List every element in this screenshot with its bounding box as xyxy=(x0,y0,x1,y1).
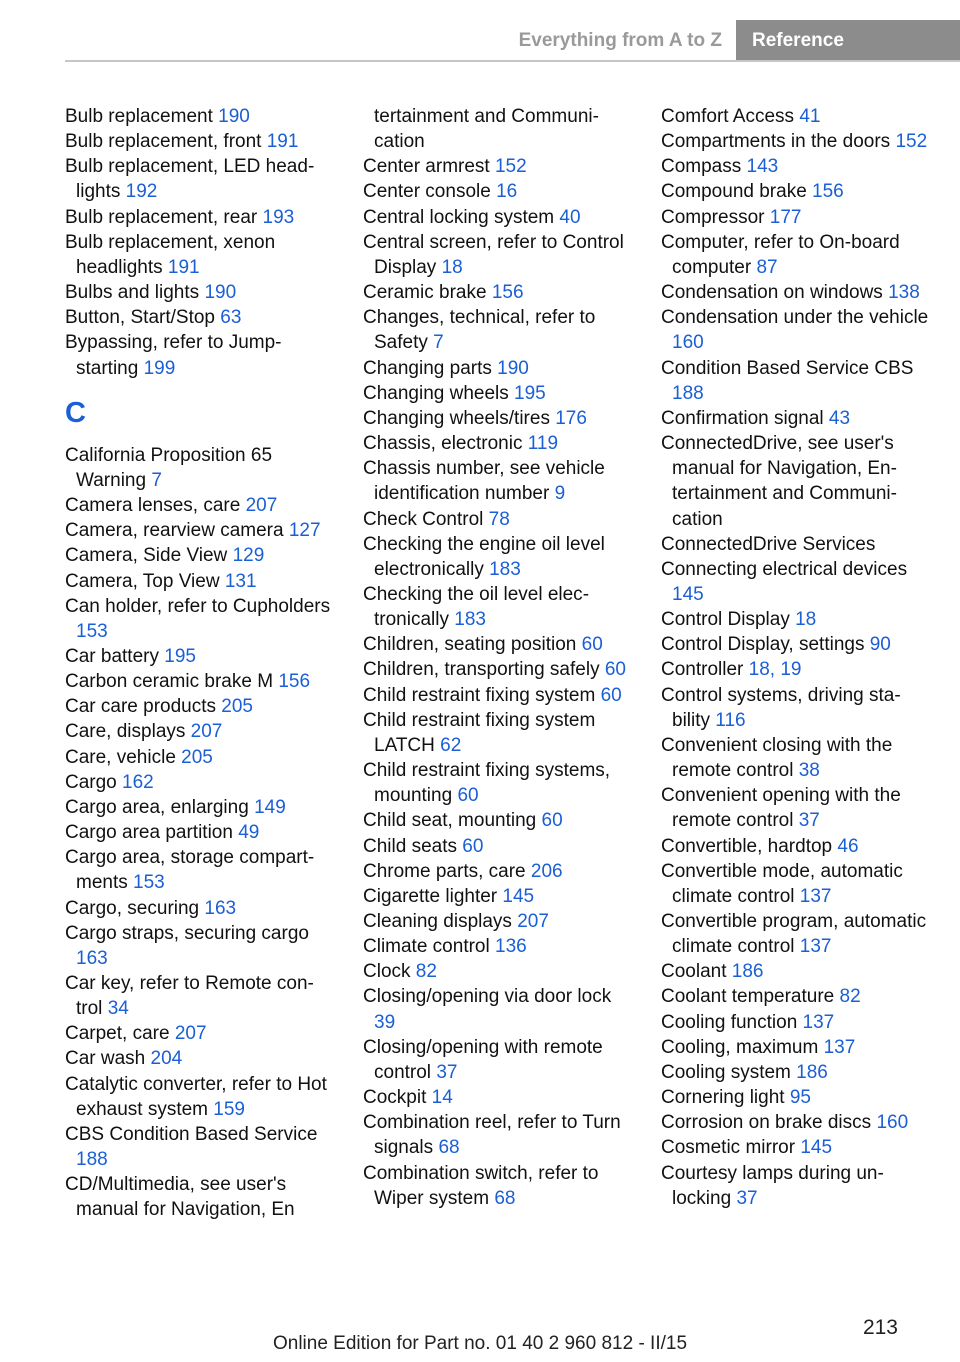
index-entry xyxy=(661,632,931,657)
index-entry xyxy=(661,1010,931,1035)
page-reference-link[interactable]: 195 xyxy=(514,382,546,404)
page-reference-link[interactable]: 177 xyxy=(769,206,802,228)
index-entry xyxy=(661,1060,931,1085)
index-term: Condensation on windows xyxy=(661,282,883,304)
index-term: Convertible mode, automatic climate control xyxy=(661,860,903,907)
footer-edition: Online Edition for Part no. 01 40 2 960 812 - II/15 xyxy=(272,1333,688,1354)
index-term: Cargo area, storage compartments xyxy=(65,847,315,894)
page-number: 213 xyxy=(862,1316,898,1339)
index-term: Center armrest xyxy=(363,156,490,178)
index-entry xyxy=(363,808,631,833)
header-tab-reference xyxy=(736,20,960,62)
page-reference-link[interactable]: 191 xyxy=(167,256,200,278)
page-reference-link[interactable]: 137 xyxy=(802,1011,835,1033)
index-term: Child seat, mounting xyxy=(363,810,537,832)
page-reference-link[interactable]: 176 xyxy=(555,407,587,429)
index-entry xyxy=(363,708,631,758)
index-term: Cargo area, enlarging xyxy=(65,796,249,818)
header-section-title: Everything from A to Z xyxy=(518,30,722,51)
section-letter: C xyxy=(65,396,86,429)
page-reference-link[interactable]: 183 xyxy=(454,609,486,631)
index-entry xyxy=(65,1172,333,1222)
index-term: ConnectedDrive, see user's manual for Navigation, Entertainment and Communication xyxy=(661,433,897,530)
header-tab-label: Reference xyxy=(752,30,844,51)
page-reference-link[interactable]: 95 xyxy=(789,1087,811,1109)
index-term: Convertible, hardtop xyxy=(661,835,833,857)
index-entry xyxy=(65,230,333,280)
index-term: Combination reel, refer to Turn signals xyxy=(363,1112,621,1159)
index-entry xyxy=(661,406,931,431)
index-term: Chassis number, see vehicle identification number xyxy=(363,458,605,505)
page-reference-link[interactable]: 186 xyxy=(731,961,764,983)
page-reference-link[interactable]: 60 xyxy=(604,659,626,681)
index-entry xyxy=(65,104,333,129)
page-reference-link[interactable]: 131 xyxy=(224,570,257,592)
index-entry xyxy=(661,683,931,733)
page-reference-link[interactable]: 37 xyxy=(798,810,820,832)
index-entry xyxy=(65,1072,333,1122)
index-entry xyxy=(661,1110,931,1135)
index-entry xyxy=(65,669,333,694)
page-reference-link[interactable]: 136 xyxy=(495,936,527,958)
index-entry xyxy=(661,1085,931,1110)
index-term: Chrome parts, care xyxy=(363,860,526,882)
index-term: Car care products xyxy=(65,696,217,718)
page-reference-link[interactable]: 138 xyxy=(888,282,920,304)
index-entry xyxy=(65,543,333,568)
index-column-3 xyxy=(661,104,931,1211)
page-reference-link[interactable]: 145 xyxy=(672,583,704,605)
index-entry xyxy=(65,493,333,518)
page-reference-link[interactable]: 127 xyxy=(288,520,321,542)
index-entry xyxy=(65,745,333,770)
index-entry xyxy=(65,205,333,230)
index-term: Child restraint fixing system xyxy=(363,684,596,706)
page-reference-link[interactable]: 14 xyxy=(431,1087,453,1109)
index-entry xyxy=(661,1161,931,1211)
index-entry xyxy=(363,280,631,305)
page-reference-link[interactable]: 188 xyxy=(76,1149,108,1171)
index-entry xyxy=(65,694,333,719)
page-reference-link[interactable]: 186 xyxy=(796,1061,828,1083)
index-entry xyxy=(363,205,631,230)
page-reference-link[interactable]: 9 xyxy=(554,483,566,505)
page-reference-link[interactable]: 137 xyxy=(799,885,832,907)
index-term: Checking the oil level electronically xyxy=(363,583,590,631)
index-entry xyxy=(661,104,931,129)
page-reference-link[interactable]: 18 xyxy=(795,609,817,631)
index-entry xyxy=(661,834,931,859)
index-term: Cargo area partition xyxy=(65,822,233,844)
page-reference-link[interactable]: 206 xyxy=(530,860,563,882)
index-term: Camera, Top View xyxy=(65,570,220,592)
index-term: ConnectedDrive Services xyxy=(661,533,876,555)
index-entry xyxy=(65,1046,333,1071)
page-reference-link[interactable]: 160 xyxy=(672,332,704,354)
index-column-2 xyxy=(363,104,631,1211)
index-entry xyxy=(65,154,333,204)
index-entry xyxy=(363,758,631,808)
index-term: Central locking system xyxy=(363,206,555,228)
index-term: Bulb replacement, front xyxy=(65,131,262,153)
index-term: Courtesy lamps during unlocking xyxy=(661,1162,884,1209)
index-entry xyxy=(65,921,333,971)
page-reference-link[interactable]: 60 xyxy=(600,684,622,706)
index-entry xyxy=(661,783,931,833)
page-reference-link[interactable]: 41 xyxy=(799,106,821,127)
index-entry xyxy=(661,431,931,532)
index-term: Bulb replacement xyxy=(65,106,213,127)
page-reference-link[interactable]: 62 xyxy=(440,734,462,756)
index-term: Cockpit xyxy=(363,1087,427,1109)
index-term: Center console xyxy=(363,181,491,203)
index-term: Computer, refer to On-board computer xyxy=(661,231,900,278)
index-entry xyxy=(661,959,931,984)
page-reference-link[interactable]: 116 xyxy=(715,709,746,731)
index-term: Cooling system xyxy=(661,1061,791,1083)
index-entry xyxy=(363,859,631,884)
index-entry xyxy=(661,1135,931,1160)
page-reference-link[interactable]: 156 xyxy=(278,671,311,693)
index-entry xyxy=(661,657,931,682)
page-reference-link[interactable]: 119 xyxy=(527,433,559,455)
index-entry xyxy=(65,644,333,669)
index-entry xyxy=(363,532,631,582)
index-term: Checking the engine oil level electronically xyxy=(363,533,605,580)
index-entry xyxy=(363,934,631,959)
index-term: Combination switch, refer to Wiper system xyxy=(363,1162,599,1209)
index-term: Compound brake xyxy=(661,181,807,203)
index-term: Child restraint fixing system LATCH xyxy=(363,709,596,756)
page-reference-link[interactable]: 190 xyxy=(218,106,250,127)
index-term: Cargo, securing xyxy=(65,897,200,919)
page-reference-link[interactable]: 68 xyxy=(494,1187,516,1209)
index-entry xyxy=(65,1021,333,1046)
index-term: Coolant temperature xyxy=(661,986,835,1008)
page-reference-link[interactable]: 156 xyxy=(491,282,524,304)
page-reference-link[interactable]: 63 xyxy=(220,307,242,329)
index-term: Convenient opening with the remote control xyxy=(661,785,901,832)
index-entry xyxy=(363,356,631,381)
page-reference-link[interactable]: 195 xyxy=(164,645,196,667)
index-entry xyxy=(363,507,631,532)
index-term: Bulb replacement, LED headlights xyxy=(65,156,315,203)
index-entry xyxy=(65,1122,333,1172)
index-entry xyxy=(363,305,631,355)
index-term: Changing parts xyxy=(363,357,492,379)
index-entry xyxy=(363,154,631,179)
index-term: Camera, Side View xyxy=(65,545,228,567)
index-entry xyxy=(661,179,931,204)
index-entry xyxy=(65,280,333,305)
index-entry xyxy=(661,909,931,959)
index-term: Control systems, driving stability xyxy=(661,684,901,731)
page-reference-link[interactable]: 204 xyxy=(150,1048,183,1070)
index-entry xyxy=(363,959,631,984)
index-entry xyxy=(65,719,333,744)
index-term: Compressor xyxy=(661,206,765,228)
index-term: Children, seating position xyxy=(363,634,577,656)
page-reference-link[interactable]: 34 xyxy=(107,998,129,1020)
page-reference-link[interactable]: 39 xyxy=(374,1011,396,1033)
index-term: Closing/opening with remote control xyxy=(363,1036,603,1083)
index-term: Cargo straps, securing cargo xyxy=(65,922,309,944)
page-reference-link[interactable]: 46 xyxy=(837,835,859,857)
index-entry xyxy=(65,569,333,594)
index-term: Catalytic converter, refer to Hot exhaust system xyxy=(65,1073,327,1120)
index-term: Cleaning displays xyxy=(363,911,512,932)
index-entry xyxy=(65,330,333,380)
page-reference-link[interactable]: 18 xyxy=(441,256,463,278)
page-reference-link[interactable]: 205 xyxy=(181,746,213,768)
index-term: tertainment and Communication xyxy=(374,106,599,153)
index-term: Climate control xyxy=(363,936,490,958)
page-reference-link[interactable]: 82 xyxy=(839,986,861,1008)
index-term: CBS Condition Based Service xyxy=(65,1123,318,1145)
index-term: Care, vehicle xyxy=(65,746,176,768)
index-term: Child seats xyxy=(363,835,457,857)
page-reference-link[interactable]: 60 xyxy=(581,634,603,656)
index-entry xyxy=(661,230,931,280)
page-reference-link[interactable]: 192 xyxy=(125,181,158,203)
page-reference-link[interactable]: 7 xyxy=(151,469,162,491)
page-reference-link[interactable]: 49 xyxy=(238,822,260,844)
index-entry xyxy=(661,129,931,154)
index-term: Carpet, care xyxy=(65,1023,170,1045)
page-reference-link[interactable]: 190 xyxy=(497,357,529,379)
index-term: Car key, refer to Remote control xyxy=(65,973,314,1020)
page-reference-link[interactable]: 199 xyxy=(143,357,176,379)
index-term: Closing/opening via door lock xyxy=(363,986,612,1008)
page-reference-link[interactable]: 159 xyxy=(213,1098,245,1120)
page-reference-link[interactable]: 193 xyxy=(262,206,295,228)
index-term: Cornering light xyxy=(661,1087,785,1109)
index-term: Cooling function xyxy=(661,1011,798,1033)
index-term: Changing wheels xyxy=(363,382,509,404)
index-term: Compass xyxy=(661,156,742,178)
page-reference-link[interactable]: 207 xyxy=(245,495,278,517)
index-term: Convertible program, automatic climate control xyxy=(661,911,927,958)
page-reference-link[interactable]: 183 xyxy=(489,558,521,580)
index-term: Can holder, refer to Cupholders xyxy=(65,595,331,617)
page-reference-link[interactable]: 90 xyxy=(869,634,891,656)
page-reference-link[interactable]: 60 xyxy=(462,835,484,857)
index-entry xyxy=(661,607,931,632)
index-term: Car battery xyxy=(65,645,159,667)
page-reference-link[interactable]: 149 xyxy=(254,796,286,818)
page-reference-link[interactable]: 153 xyxy=(133,872,165,894)
index-entry xyxy=(363,984,631,1034)
index-entry xyxy=(363,1035,631,1085)
index-term: Children, transporting safely xyxy=(363,659,600,681)
index-term: Care, displays xyxy=(65,721,186,743)
index-term: Confirmation signal xyxy=(661,407,824,429)
index-entry xyxy=(661,733,931,783)
index-term: Cigarette lighter xyxy=(363,885,498,907)
page-reference-link[interactable]: 37 xyxy=(736,1187,758,1209)
page-reference-link[interactable]: 160 xyxy=(876,1112,909,1134)
page-reference-link[interactable]: 87 xyxy=(756,256,778,278)
page-reference-link[interactable]: 43 xyxy=(828,407,851,429)
index-term: Chassis, electronic xyxy=(363,433,523,455)
page-reference-link[interactable]: 82 xyxy=(415,961,437,983)
index-term: Condition Based Service CBS xyxy=(661,357,914,379)
index-entry xyxy=(65,971,333,1021)
index-entry xyxy=(363,834,631,859)
index-entry xyxy=(363,1161,631,1211)
index-entry xyxy=(65,845,333,895)
page-reference-link[interactable]: 38 xyxy=(798,760,820,782)
page-reference-link[interactable]: 153 xyxy=(76,620,108,642)
index-entry xyxy=(661,205,931,230)
page-reference-link[interactable]: 16 xyxy=(496,181,518,203)
page-reference-link[interactable]: 207 xyxy=(174,1023,207,1045)
index-entry xyxy=(65,305,333,330)
index-entry xyxy=(661,154,931,179)
index-term: Changes, technical, refer to Safety xyxy=(363,307,596,354)
page-reference-link[interactable]: 163 xyxy=(76,947,108,969)
page-reference-link[interactable]: 145 xyxy=(800,1137,833,1159)
index-term: Coolant xyxy=(661,961,727,983)
index-entry xyxy=(363,683,631,708)
page-reference-link[interactable]: 152 xyxy=(494,156,527,178)
index-entry xyxy=(661,1035,931,1060)
page-reference-link[interactable]: 60 xyxy=(457,785,479,807)
page-reference-link[interactable]: 129 xyxy=(232,545,265,567)
index-term: Child restraint fixing systems, mounting xyxy=(363,760,611,807)
header-rule xyxy=(65,60,960,62)
index-entry xyxy=(363,582,631,632)
page-reference-link[interactable]: 156 xyxy=(812,181,844,203)
index-term: Corrosion on brake discs xyxy=(661,1112,872,1134)
index-entry xyxy=(661,984,931,1009)
index-entry xyxy=(363,657,631,682)
index-term: Central screen, refer to Control Display xyxy=(363,231,624,278)
index-entry xyxy=(363,632,631,657)
index-term: Check Control xyxy=(363,508,484,530)
index-entry xyxy=(65,896,333,921)
index-entry xyxy=(65,129,333,154)
index-term: Camera lenses, care xyxy=(65,495,241,517)
index-term: Cooling, maximum xyxy=(661,1036,819,1058)
index-entry xyxy=(661,280,931,305)
index-term: Control Display xyxy=(661,609,790,631)
index-entry xyxy=(65,594,333,644)
index-entry xyxy=(363,406,631,431)
index-term: Convenient closing with the remote control xyxy=(661,734,893,782)
index-term: Compartments in the doors xyxy=(661,131,891,153)
page-reference-link[interactable]: 188 xyxy=(672,382,704,404)
index-term: Button, Start/Stop xyxy=(65,307,215,329)
page-reference-link[interactable]: 68 xyxy=(438,1137,460,1159)
index-entry xyxy=(65,795,333,820)
index-column-1 xyxy=(65,104,333,1223)
index-term: Cargo xyxy=(65,771,117,793)
index-entry xyxy=(661,557,931,607)
index-entry xyxy=(661,859,931,909)
index-entry xyxy=(363,230,631,280)
index-term: Clock xyxy=(363,961,411,983)
index-term: Controller xyxy=(661,659,744,681)
page-reference-link[interactable]: 205 xyxy=(221,696,253,718)
index-entry xyxy=(65,820,333,845)
index-entry xyxy=(661,532,931,557)
index-term: CD/Multimedia, see user's manual for Navigation, En xyxy=(65,1174,295,1221)
index-entry xyxy=(363,456,631,506)
index-entry xyxy=(363,179,631,204)
index-term: Bulb replacement, xenon headlights xyxy=(65,231,276,278)
page-reference-link[interactable]: 37 xyxy=(436,1061,458,1083)
index-entry xyxy=(661,305,931,355)
page-reference-link[interactable]: 60 xyxy=(541,810,563,832)
page-reference-link[interactable]: 143 xyxy=(746,156,779,178)
page-reference-link[interactable]: 163 xyxy=(204,897,237,919)
index-term: Camera, rearview camera xyxy=(65,520,284,542)
page-reference-link[interactable]: 152 xyxy=(895,131,928,153)
page-reference-link[interactable]: 207 xyxy=(190,721,223,743)
index-term: Bulb replacement, rear xyxy=(65,206,258,228)
index-entry xyxy=(363,1085,631,1110)
index-entry xyxy=(65,770,333,795)
index-entry xyxy=(363,1110,631,1160)
index-entry xyxy=(363,884,631,909)
index-entry xyxy=(65,518,333,543)
index-entry xyxy=(363,909,631,934)
page-reference-link[interactable]: 137 xyxy=(799,936,832,958)
index-entry xyxy=(65,443,333,493)
index-term: Connecting electrical devices xyxy=(661,558,908,580)
index-term: Ceramic brake xyxy=(363,282,487,304)
page-reference-link[interactable]: 7 xyxy=(433,332,444,354)
index-term: Bulbs and lights xyxy=(65,282,200,304)
index-term: Control Display, settings xyxy=(661,634,865,656)
index-term: California Proposition 65 Warning xyxy=(65,444,273,491)
index-term: Condensation under the vehicle xyxy=(661,307,929,329)
index-entry xyxy=(661,356,931,406)
index-entry xyxy=(363,381,631,406)
index-term: Changing wheels/tires xyxy=(363,407,550,429)
index-entry xyxy=(363,431,631,456)
index-term: Carbon ceramic brake M xyxy=(65,671,274,693)
index-term: Bypassing, refer to Jump-starting xyxy=(65,332,282,379)
page-reference-link[interactable]: 207 xyxy=(517,911,549,932)
index-entry xyxy=(363,104,631,154)
page-reference-link[interactable]: 78 xyxy=(488,508,510,530)
page-reference-link[interactable]: 162 xyxy=(122,771,154,793)
index-term: Cosmetic mirror xyxy=(661,1137,796,1159)
index-term: Comfort Access xyxy=(661,106,795,127)
index-term: Car wash xyxy=(65,1048,146,1070)
page-reference-link[interactable]: 137 xyxy=(823,1036,856,1058)
page-reference-link[interactable]: 18, 19 xyxy=(748,659,802,681)
page-reference-link[interactable]: 190 xyxy=(204,282,237,304)
page-reference-link[interactable]: 40 xyxy=(559,206,581,228)
page-reference-link[interactable]: 145 xyxy=(502,885,535,907)
page-reference-link[interactable]: 191 xyxy=(266,131,299,153)
